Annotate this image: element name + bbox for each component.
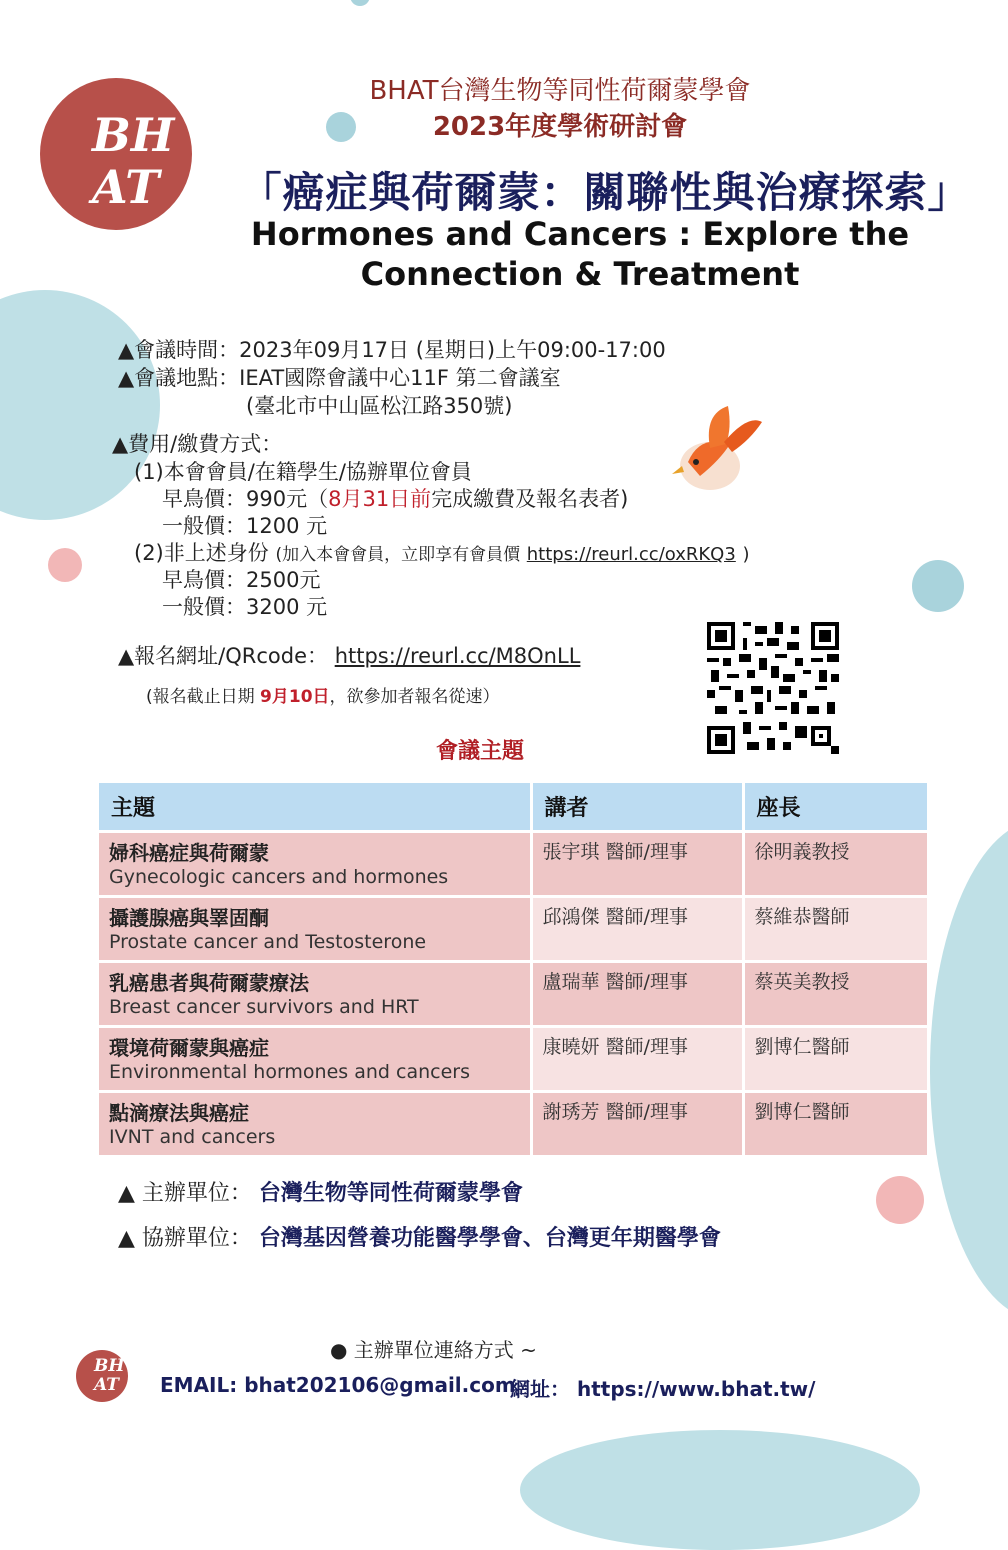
event-name: 2023年度學術研討會: [432, 112, 688, 142]
bhat-logo: [40, 78, 192, 230]
host-organizer: [118, 1176, 523, 1207]
topic-chinese: 攝護腺癌與睪固酮: [109, 906, 269, 930]
registration-deadline: [146, 682, 500, 707]
title-english: [230, 214, 930, 294]
topic-english: Environmental hormones and cancers: [109, 1061, 470, 1083]
nonmember-note: (加入本會會員，立即享有會員價: [275, 545, 521, 565]
decor-bubble: [876, 1176, 924, 1224]
member-early-text: 早鳥價：990元（: [162, 487, 329, 511]
host-value: 台灣生物等同性荷爾蒙學會: [258, 1181, 523, 1206]
decor-bubble: [520, 1430, 920, 1550]
deadline-text: (報名截止日期: [146, 687, 261, 707]
topic-cell: [99, 1027, 531, 1092]
registration-qrcode[interactable]: [707, 622, 839, 754]
bhat-logo-small: [76, 1350, 128, 1402]
registration: [118, 640, 580, 670]
co-value: 台灣基因營養功能醫學學會、台灣更年期醫學會: [258, 1226, 721, 1251]
meeting-venue: ▲會議地點：IEAT國際會議中心11F 第二會議室: [118, 366, 561, 390]
topic-english: Prostate cancer and Testosterone: [109, 931, 427, 953]
host-label: ▲ 主辦單位：: [118, 1181, 252, 1206]
topic-chinese: 婦科癌症與荷爾蒙: [109, 841, 269, 865]
website-link[interactable]: https://www.bhat.tw/: [576, 1377, 816, 1401]
topic-english: Breast cancer survivors and HRT: [109, 996, 419, 1018]
registration-label: ▲報名網址/QRcode：: [118, 644, 328, 668]
contact-email[interactable]: EMAIL: bhat202106@gmail.com: [160, 1373, 516, 1397]
chair-cell: 劉博仁醫師: [743, 1092, 928, 1156]
website-label: 網址：: [510, 1377, 570, 1401]
member-regular-price: 一般價：1200 元: [162, 514, 328, 538]
table-row: [99, 962, 928, 1027]
title-chinese: 「癌症與荷爾蒙：關聯性與治療探索」: [239, 168, 971, 217]
co-label: ▲ 協辦單位：: [118, 1226, 252, 1251]
title-english-line-1: Hormones and Cancers : Explore the: [250, 215, 910, 253]
topic-cell: [99, 832, 531, 897]
member-early-note: 完成繳費及報名表者): [431, 487, 629, 511]
table-header-row: [99, 783, 928, 832]
nonmember-note-close: ): [742, 544, 750, 565]
nonmember-regular-price: 一般價：3200 元: [162, 595, 328, 619]
fee-title: ▲費用/繳費方式：: [112, 432, 283, 456]
nonmember-fee: [134, 537, 750, 567]
logo-text-top: BH: [92, 108, 175, 162]
topic-cell: [99, 962, 531, 1027]
topic-chinese: 點滴療法與癌症: [109, 1101, 249, 1125]
bird-illustration: [670, 404, 766, 496]
speaker-cell: 盧瑞華 醫師/理事: [531, 962, 743, 1027]
meeting-address: (臺北市中山區松江路350號): [246, 394, 513, 418]
decor-bubble: [912, 560, 964, 612]
chair-cell: 蔡英美教授: [743, 962, 928, 1027]
schedule-heading: 會議主題: [436, 739, 525, 764]
column-header-topic: 主題: [99, 783, 531, 832]
chair-cell: 蔡維恭醫師: [743, 897, 928, 962]
table-row: [99, 832, 928, 897]
topic-cell: [99, 1092, 531, 1156]
decor-bubble: [350, 0, 370, 6]
speaker-cell: 康曉妍 醫師/理事: [531, 1027, 743, 1092]
table-row: [99, 897, 928, 962]
topic-english: IVNT and cancers: [109, 1126, 276, 1148]
contact-website: [510, 1373, 815, 1402]
deadline-note: ，欲參加者報名從速）: [329, 687, 500, 707]
membership-link[interactable]: https://reurl.cc/oxRKQ3: [526, 544, 736, 565]
column-header-chair: 座長: [743, 783, 928, 832]
decor-bubble: [48, 548, 82, 582]
member-early-deadline: 8月31日前: [328, 487, 432, 511]
chair-cell: 徐明義教授: [743, 832, 928, 897]
speaker-cell: 謝琇芳 醫師/理事: [531, 1092, 743, 1156]
logo-text-bottom: AT: [92, 160, 160, 214]
member-fee-title: (1)本會會員/在籍學生/協辦單位會員: [134, 460, 472, 484]
topic-english: Gynecologic cancers and hormones: [109, 866, 449, 888]
registration-link[interactable]: https://reurl.cc/M8OnLL: [334, 644, 581, 668]
title-english-line-2: Connection & Treatment: [360, 255, 800, 293]
meeting-time: ▲會議時間：2023年09月17日 (星期日)上午09:00-17:00: [118, 338, 666, 362]
member-early-price: [162, 483, 628, 513]
nonmember-fee-title: (2)非上述身份: [134, 541, 269, 565]
topic-cell: [99, 897, 531, 962]
logo-small-text-top: BH: [94, 1356, 125, 1376]
logo-small-text-bottom: AT: [94, 1375, 119, 1395]
topic-chinese: 環境荷爾蒙與癌症: [109, 1036, 269, 1060]
speaker-cell: 張宇琪 醫師/理事: [531, 832, 743, 897]
table-row: [99, 1027, 928, 1092]
table-row: [99, 1092, 928, 1156]
speaker-cell: 邱鴻傑 醫師/理事: [531, 897, 743, 962]
decor-bubble: [930, 820, 1008, 1320]
contact-heading: ● 主辦單位連絡方式 ~: [330, 1338, 537, 1362]
organization-name: BHAT台灣生物等同性荷爾蒙學會: [369, 76, 751, 106]
nonmember-early-price: 早鳥價：2500元: [162, 568, 321, 592]
topic-chinese: 乳癌患者與荷爾蒙療法: [109, 971, 309, 995]
deadline-date: 9月10日: [260, 687, 330, 707]
schedule-table: [99, 783, 930, 1155]
column-header-speaker: 講者: [531, 783, 743, 832]
co-organizer: [118, 1221, 721, 1252]
chair-cell: 劉博仁醫師: [743, 1027, 928, 1092]
